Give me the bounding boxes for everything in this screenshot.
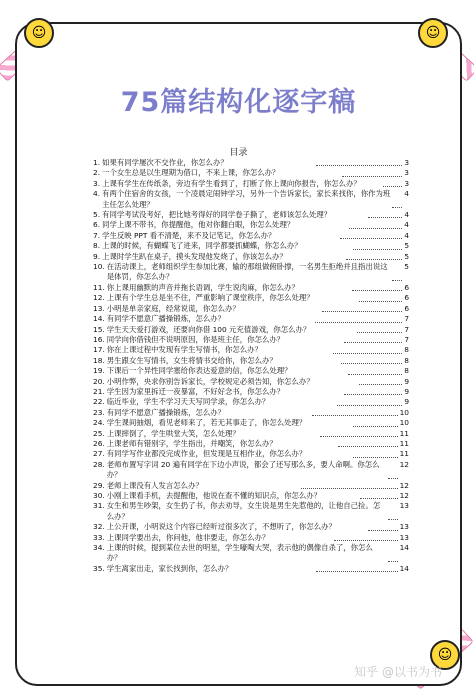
toc-entry[interactable]: [93, 491, 409, 501]
toc-entry-number: 28.: [93, 459, 105, 469]
toc-entry-number: 4.: [93, 189, 101, 199]
toc-leader-dots: [316, 570, 398, 572]
toc-entry-text: 你在上课过程中发现有学生写情书，你怎么办？: [106, 345, 262, 355]
toc-entry[interactable]: [93, 408, 409, 418]
toc-leader-dots: [320, 435, 398, 437]
toc-entry-page: 4: [404, 220, 409, 230]
toc-entry-text: 上课有学生在传纸条，旁边有学生看到了，打断了你上课向你报告，你怎么办？: [102, 178, 361, 188]
toc-entry-number: 30.: [93, 491, 105, 500]
toc-entry-text: 下课后一个异性同学塞给你表达爱意的信，你怎么处理？: [106, 366, 292, 376]
toc-entry-text: 学生离家出走，家长找到你，怎么办？: [106, 563, 233, 573]
toc-entry-number: 12.: [93, 293, 105, 303]
toc-entry-page: 4: [404, 210, 410, 220]
toc-leader-dots: [368, 216, 403, 218]
toc-entry-page: 10: [399, 407, 409, 417]
toc-entry[interactable]: [93, 481, 409, 491]
toc-entry-text: 女生和男生吵架，女生扔了书，你去劝导，女生说是男生先惹他的，让他自己捡。怎么办？: [106, 501, 381, 521]
toc-entry-page: 6: [404, 282, 410, 292]
toc-entry-text: 男生跟女生写情书，女生将情书交给你，你怎么办？: [106, 355, 277, 365]
toc-entry-text: 小明作弊，央求你别告诉家长，学校规定必须告知，你怎么办？: [106, 376, 314, 386]
toc-entry-page: 8: [404, 345, 409, 355]
toc-entry-number: 29.: [93, 480, 105, 490]
toc-entry-number: 2.: [93, 168, 101, 178]
toc-entry-text: 上课时学生趴在桌子，摸头发现他发烧了，你该怎么办？: [102, 251, 287, 261]
toc-entry-number: 15.: [93, 324, 105, 334]
toc-entry-page: 3: [404, 178, 410, 188]
toc-leader-dots: [383, 185, 403, 187]
toc-entry-text: 上课同学要出去，你问他，他非要走，你怎么办？: [106, 532, 270, 542]
toc-entry-text: 老师上课没有人发言怎么办？: [106, 480, 203, 490]
toc-entry-number: 27.: [93, 449, 105, 459]
toc-entry-page: 7: [404, 314, 410, 324]
toc-entry-page: 14: [399, 563, 410, 573]
toc-leader-dots: [344, 341, 402, 343]
toc-entry-number: 23.: [93, 407, 105, 417]
toc-entry-text: 上课有个学生总是坐不住，严重影响了课堂秩序，你怎么处理？: [106, 293, 314, 303]
toc-entry-page: 7: [404, 334, 410, 344]
toc-entry[interactable]: [93, 439, 409, 449]
toc-heading: 目录: [229, 148, 248, 158]
toc-entry-text: 上课老师有错别字，学生指出，并嘲笑，你怎么办？: [106, 438, 277, 448]
toc-entry[interactable]: [93, 522, 409, 532]
toc-entry[interactable]: [93, 241, 409, 251]
toc-entry-number: 19.: [93, 366, 105, 376]
toc-entry[interactable]: [93, 418, 409, 428]
smiley-bow-icon: ☺: [24, 18, 54, 48]
toc-leader-dots: [353, 456, 398, 458]
toc-entry-number: 24.: [93, 418, 105, 428]
toc-entry-text: 上课摔倒了，学生哄堂大笑，怎么处理？: [106, 428, 240, 438]
toc-entry-text: 上课的时候，有蝴蝶飞了进来，同学都要抓蝴蝶，你怎么办？: [102, 241, 302, 251]
toc-entry-page: 4: [404, 189, 409, 199]
toc-entry[interactable]: [93, 252, 409, 262]
toc-entry-text: 学生因为家里拆迁一夜暴富，不好好念书，你怎么办？: [106, 386, 285, 396]
toc-entry-number: 21.: [93, 386, 105, 396]
toc-entry[interactable]: [93, 293, 409, 303]
smiley-bow-icon: ☺: [418, 18, 448, 48]
smiley-bow-icon: ☺: [430, 640, 460, 670]
toc-leader-dots: [388, 518, 398, 520]
toc-entry[interactable]: [93, 543, 409, 564]
toc-entry-number: 13.: [93, 303, 105, 313]
toc-leader-dots: [338, 445, 397, 447]
toc-entry-number: 3.: [93, 178, 101, 188]
toc-entry-text: 有同学考试没考好，把比她考得好的同学卷子撕了，老师该怎么处理？: [102, 210, 332, 220]
toc-entry-number: 1.: [93, 158, 101, 167]
toc-leader-dots: [322, 310, 402, 312]
toc-entry-page: 8: [404, 366, 409, 376]
toc-entry-text: 你上课用幽默的声音并拖长语调，学生说肉麻，你怎么办？: [106, 282, 299, 292]
toc-leader-dots: [357, 331, 402, 333]
toc-entry-number: 25.: [93, 428, 105, 438]
toc-leader-dots: [353, 425, 398, 427]
toc-entry[interactable]: [93, 262, 409, 283]
toc-leader-dots: [301, 487, 397, 489]
toc-entry[interactable]: [93, 220, 409, 230]
toc-leader-dots: [316, 164, 402, 166]
toc-entry[interactable]: [93, 325, 409, 335]
toc-entry[interactable]: [93, 335, 409, 345]
toc-entry-page: 12: [399, 480, 410, 490]
toc-entry-text: 有两个住宿舍的女孩，一个凌晨定闹钟学习，另外一个告诉家长，家长来找你，你作为班主任怎么处理？: [102, 189, 391, 209]
toc-entry-page: 12: [399, 491, 410, 500]
toc-entry[interactable]: [93, 168, 409, 178]
toc-leader-dots: [388, 560, 398, 562]
watermark: 知乎 @以书为书: [354, 665, 442, 679]
toc-leader-dots: [368, 529, 398, 531]
toc-entry[interactable]: [93, 356, 409, 366]
toc-leader-dots: [312, 414, 397, 416]
document-title: 75篇结构化逐字稿: [120, 87, 357, 118]
toc-leader-dots: [388, 477, 398, 479]
toc-entry-number: 18.: [93, 355, 105, 365]
toc-entry-page: 11: [399, 438, 410, 448]
toc-entry[interactable]: [93, 387, 409, 397]
toc-entry[interactable]: [93, 345, 409, 355]
toc-entry-number: 11.: [93, 282, 105, 292]
toc-entry[interactable]: [93, 366, 409, 376]
toc-entry-page: 13: [399, 532, 409, 542]
toc-entry-number: 33.: [93, 532, 105, 542]
toc-leader-dots: [392, 279, 402, 281]
toc-entry-page: 11: [399, 449, 410, 459]
toc-entry-page: 6: [404, 293, 410, 303]
toc-entry-page: 8: [404, 355, 409, 365]
toc-entry-text: 有同学不愿意广播操锻炼，怎么办？: [106, 407, 226, 417]
toc-entry-text: 有同学写作业都没完成作业，但发现是互相作业，你怎么办？: [106, 449, 307, 459]
toc-entry-text: 老师布置写字词 20 遍有同学在下边小声说，都会了还写那么多，要人命啊。你怎么办？: [106, 459, 380, 480]
toc-entry-number: 22.: [93, 397, 105, 407]
page-frame: [15, 22, 462, 686]
toc-entry-number: 14.: [93, 314, 105, 324]
toc-entry-number: 6.: [93, 220, 101, 230]
toc-entry-number: 16.: [93, 334, 105, 344]
toc-entry-text: 上课的时候，提到某位去世的明星，学生嚎啕大哭，表示他的偶像自杀了，你怎么办？: [106, 543, 373, 563]
toc-entry-text: 小刚上课看手机，去提醒他，他说在查不懂的知识点，你怎么办？: [106, 491, 322, 500]
toc-entry-text: 一个女生总是以生理期为借口，不来上课，你怎么办？: [102, 168, 280, 178]
toc-leader-dots: [341, 362, 403, 364]
toc-entry[interactable]: [93, 377, 409, 387]
toc-entry-page: 4: [404, 230, 410, 240]
toc-leader-dots: [360, 497, 397, 499]
toc-entry-page: 3: [404, 158, 410, 167]
toc-entry-text: 同学上课不带书，你提醒他，他对你翻白眼，你怎么处理？: [102, 220, 295, 230]
toc-entry-page: 9: [404, 376, 410, 386]
toc-entry-number: 26.: [93, 438, 105, 448]
toc-entry[interactable]: [93, 533, 409, 543]
toc-leader-dots: [348, 373, 402, 375]
toc-leader-dots: [353, 248, 402, 250]
toc-leader-dots: [340, 237, 402, 239]
toc-entry-text: 如果有同学屡次不交作业，你怎么办？: [102, 158, 228, 167]
toc-entry-number: 10.: [93, 262, 105, 272]
toc-leader-dots: [352, 289, 403, 291]
toc-entry-page: 9: [404, 386, 410, 396]
toc-entry-page: 9: [404, 397, 410, 407]
toc-entry-number: 7.: [93, 230, 101, 240]
toc-entry-page: 5: [404, 251, 410, 261]
toc-entry-page: 3: [404, 168, 409, 178]
toc-entry-number: 31.: [93, 501, 105, 511]
toc-entry[interactable]: [93, 210, 409, 220]
toc-entry[interactable]: [93, 397, 409, 407]
toc-entry-page: 6: [404, 303, 410, 313]
toc-leader-dots: [346, 258, 403, 260]
toc-entry[interactable]: [93, 283, 409, 293]
toc-entry-number: 32.: [93, 522, 105, 532]
toc-entry[interactable]: [93, 314, 409, 324]
toc-entry-page: 10: [399, 418, 410, 428]
toc-entry-number: 34.: [93, 543, 105, 553]
toc-entry[interactable]: [93, 189, 409, 210]
toc-leader-dots: [315, 321, 403, 323]
toc-leader-dots: [342, 175, 402, 177]
toc-leader-dots: [337, 404, 402, 406]
toc-entry-number: 20.: [93, 376, 105, 386]
toc-leader-dots: [349, 227, 402, 229]
toc-entry-number: 8.: [93, 241, 101, 251]
toc-entry-page: 7: [404, 324, 410, 334]
toc-entry-text: 在活动课上，老师组织学生参加比赛，输的那组做俯卧撑，一名男生拒绝并且指出说这是体罚，你怎么办？: [106, 262, 388, 282]
toc-entry-number: 17.: [93, 345, 105, 355]
toc-entry[interactable]: [93, 158, 409, 168]
toc-entry-text: 同学向你借钱但不说明原因，你是班主任，你怎么办？: [106, 334, 285, 344]
toc-leader-dots: [334, 539, 397, 541]
toc-entry-page: 13: [399, 501, 409, 511]
table-of-contents: [93, 158, 409, 574]
toc-entry-page: 12: [399, 459, 409, 469]
toc-entry[interactable]: [93, 231, 409, 241]
toc-entry-text: 学生反映 PPT 看不清楚，来不及记笔记，你怎么办？: [102, 230, 276, 240]
toc-entry-text: 有同学不愿意广播操锻炼，怎么办？: [106, 314, 226, 324]
toc-leader-dots: [392, 206, 402, 208]
toc-entry[interactable]: [93, 501, 409, 522]
toc-entry-text: 学生天天爱打游戏，还要向你借 100 元充值游戏，你怎么办？: [106, 324, 311, 334]
toc-leader-dots: [333, 352, 402, 354]
toc-entry-page: 5: [404, 262, 409, 272]
toc-entry[interactable]: [93, 460, 409, 481]
toc-entry-page: 13: [399, 522, 410, 532]
toc-entry-text: 小明是单亲家庭，经常说谎，你怎么办？: [106, 303, 240, 313]
toc-entry-page: 5: [404, 241, 410, 251]
toc-entry[interactable]: [93, 564, 409, 574]
toc-entry-page: 14: [399, 543, 409, 553]
toc-leader-dots: [344, 393, 402, 395]
toc-entry-number: 5.: [93, 210, 101, 220]
toc-entry[interactable]: [93, 449, 409, 459]
toc-entry-text: 上公开课，小明说这个内容已经听过很多次了，不想听了，你怎么办？: [106, 522, 336, 532]
toc-leader-dots: [359, 383, 402, 385]
toc-entry[interactable]: [93, 179, 409, 189]
toc-entry-number: 9.: [93, 251, 101, 261]
toc-entry-text: 学生课间抽烟，看见老师来了，若无其事走了，你怎么处理？: [106, 418, 307, 428]
toc-entry[interactable]: [93, 429, 409, 439]
toc-entry-text: 临近毕业，学生不学习天天写同学录，你怎么办？: [106, 397, 270, 407]
toc-entry-number: 35.: [93, 563, 105, 573]
toc-leader-dots: [359, 300, 402, 302]
toc-entry[interactable]: [93, 304, 409, 314]
toc-entry-page: 11: [399, 428, 409, 438]
